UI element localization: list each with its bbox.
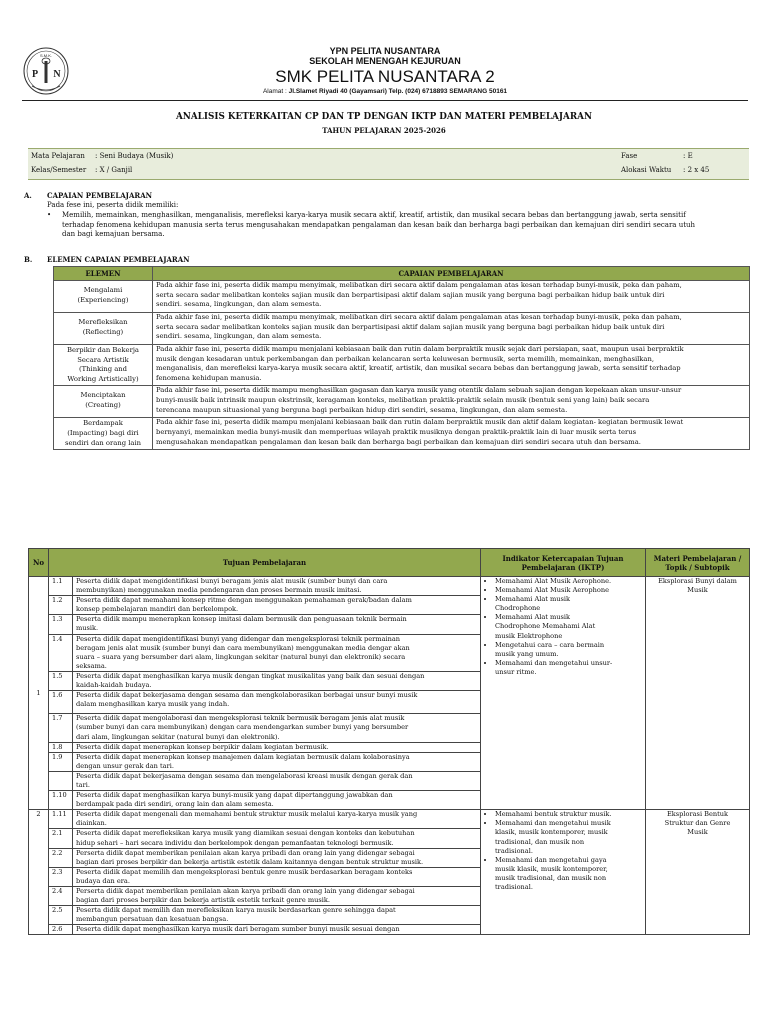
capaian-cell: Pada akhir fase ini, peserta didik mampu menyimak, melibatkan diri secara aktif dalam pengalaman atas kesan terhadap bunyi-musik, peka dan paham, serta secara sadar melibatkan konteks sajian musik dan berpartisipasi aktif dalam sajian musik yang berguna bagi perbaikan hidup baik untuk diri sendiri. sesama, lingkungan, dan alam semesta. — [153, 281, 750, 313]
list-item: • Memahami Alat Musik Aerophone. — [495, 577, 643, 586]
capaian-cell: Pada akhir fase ini, peserta didik mampu menghasilkan gagasan dan karya musik yang otentik dalam sebuah sajian dengan kepekaan akan unsur-unsur bunyi-musik baik intrinsik maupun ekstrinsik, keragaman konteks, melibatkan praktik-praktik selain musik (bentuk seni yang lain) baik secara terencana maupun situasional yang berguna bagi perbaikan hidup diri sendiri, sesama, lingkungan, dan alam semesta. — [153, 386, 750, 418]
subject-label: Mata Pelajaran — [31, 152, 85, 160]
letterhead — [190, 46, 580, 96]
class-value: : X / Ganjil — [95, 166, 133, 174]
table-row — [54, 418, 750, 450]
section-a-intro: Pada fese ini, peserta didik memiliki: — [47, 201, 179, 209]
sub-number: 1.3 — [49, 615, 73, 634]
section-b-heading: ELEMEN CAPAIAN PEMBELAJARAN — [47, 255, 190, 264]
sub-number: 1.5 — [49, 671, 73, 690]
table-row — [29, 577, 750, 596]
sub-number — [49, 771, 73, 790]
section-a-bullet-text: Memilih, memainkan, menghasilkan, menganalisis, merefleksi karya-karya musik secara aktif, kreatif, artistik, dan musikal secara bebas dan bertanggung jawab, serta sensitif terhadap fenomena kehidupan manusia serta terus mengusahakan mendapatkan pengalaman dan kesan baik dan berharga bagi perbaikan dan kemajuan diri sendiri secara utuh dan bagi kemajuan bersama. — [62, 211, 696, 239]
phase-value: : E — [683, 152, 693, 160]
tp-text: Peserta didik dapat menghasilkan karya musik dari beragam sumber bunyi musik sesuai dengan — [73, 925, 481, 935]
time-allocation-label: Alokasi Waktu — [621, 166, 672, 174]
tp-text: Peserta didik dapat mengenali dan memahami bentuk struktur musik melalui karya-karya musik yang diainkan. — [73, 810, 481, 829]
tp-text: Peserta didik mampu menerapkan konsep imitasi dalam bermusik dan penguasaan teknik bermain musik. — [73, 615, 481, 634]
elemen-cell: Berdampak (Impacting) bagi diri sendiri dan orang lain — [54, 418, 153, 450]
tp-text: Peserta didik dapat menghasilkan karya bunyi-musik yang dapat dipertanggung jawabkan dan berdampak pada diri sendiri, orang lain dan alam semesta. — [73, 791, 481, 810]
sub-number: 1.9 — [49, 752, 73, 771]
tp-text: Peserta didik dapat mengidentifikasi bunyi beragam jenis alat musik (sumber bunyi dan cara membunyikan) menggunakan media pendengaran dan proses bermain musik imitasi. — [73, 577, 481, 596]
sub-number: 2.5 — [49, 906, 73, 925]
capaian-cell: Pada akhir fase ini, peserta didik mampu menyimak, melibatkan diri secara aktif dalam pengalaman atas kesan terhadap bunyi-musik, peka dan paham, serta secara sadar melibatkan konteks sajian musik dan berpartisipasi aktif dalam sajian musik yang berguna bagi perbaikan hidup baik untuk diri sendiri. sesama, lingkungan, dan alam semesta. — [153, 313, 750, 345]
capaian-cell: Pada akhir fase ini, peserta didik mampu menjalani kebiasaan baik dan rutin dalam berpraktik musik dan aktif dalam kegiatan- kegiatan bermusik lewat bernyanyi, memainkan media bunyi-musik dan memperluas wilayah praktik musiknya dengan praktik-praktik lain di luar musik serta terus mengusahakan mendapatkan pengalaman dan kesan baik dan berharga bagi perbaikan dan kemajuan diri sendiri secara utuh dan bersama. — [153, 418, 750, 450]
sub-number: 2.4 — [49, 887, 73, 906]
list-item: • Memahami Alat musik Chodrophone — [495, 595, 643, 613]
tp-table-header — [29, 549, 750, 577]
section-b-letter: B. — [24, 255, 33, 264]
iktp-cell — [481, 810, 646, 935]
sub-number: 1.1 — [49, 577, 73, 596]
table-row — [54, 386, 750, 418]
col-tujuan: Tujuan Pembelajaran — [49, 549, 481, 577]
list-item: • Memahami bentuk struktur musik. — [495, 810, 643, 819]
letterhead-divider — [22, 100, 748, 101]
tp-text: Perserta didik dapat memberikan penilaian akan karya pribadi dan orang lain yang didengar sebagai bagian dari proses berpikir dan bekerja artistik estetik terkait genre musik. — [73, 887, 481, 906]
tp-text: Peserta didik dapat merefleksikan karya musik yang diamikan sesuai dengan konteks dan kebutuhan hidup sehari – hari secara individu dan berkelompok dengan pemanfaatan teknologi bermusik. — [73, 829, 481, 848]
col-no: No — [29, 549, 49, 577]
svg-text:S.M.K.: S.M.K. — [39, 53, 53, 58]
list-item: • Memahami Alat Musik Aerophone — [495, 586, 643, 595]
svg-text:N: N — [53, 69, 61, 80]
school-address: Alamat : Jl.Slamet Riyadi 40 (Gayamsari) Telp. (024) 6718893 SEMARANG 50161 — [262, 88, 508, 95]
time-allocation-value: : 2 x 45 — [683, 166, 710, 174]
sub-number: 1.6 — [49, 691, 73, 714]
list-item: • Memahami Alat musik Chodrophone Memahami Alat musik Elektrophone — [495, 613, 643, 640]
sub-number: 2.3 — [49, 867, 73, 886]
elemen-table — [53, 266, 750, 450]
tp-text: Peserta didik dapat memahami konsep ritme dengan menggunakan pemahaman gerak/badan dalam konsep pembelajaran mandiri dan berkelompok. — [73, 596, 481, 615]
list-item: • Memahami dan mengetahui gaya musik klasik, musik kontemporer, musik tradisional, dan musik non tradisional. — [495, 856, 643, 892]
sub-number: 1.7 — [49, 714, 73, 742]
tp-text: Peserta didik dapat memilih dan mengeksplorasi bentuk genre musik berdasarkan beragam konteks budaya dan era. — [73, 867, 481, 886]
row-number: 2 — [29, 810, 49, 935]
table-row — [54, 313, 750, 345]
elemen-cell: Mengalami (Experiencing) — [54, 281, 153, 313]
sub-number: 2.1 — [49, 829, 73, 848]
tp-text: Peserta didik dapat menghasilkan karya musik dengan tingkat musikalitas yang baik dan sesuai dengan kaidah-kaidah budaya. — [73, 671, 481, 690]
school-name: SMK PELITA NUSANTARA 2 — [275, 67, 495, 86]
class-label: Kelas/Semester — [31, 166, 87, 174]
sub-number: 1.8 — [49, 742, 73, 752]
materi-cell: Eksplorasi Bentuk Struktur dan Genre Musik — [646, 810, 750, 935]
iktp-cell — [481, 577, 646, 810]
row-number: 1 — [29, 577, 49, 810]
svg-text:P: P — [31, 69, 39, 80]
bullet-dot: • — [47, 211, 52, 219]
capaian-cell: Pada akhir fase ini, peserta didik mampu menjalani kebiasaan baik dan rutin dalam berpraktik musik sejak dari persiapan, saat, maupun usai berpraktik musik dengan kesadaran untuk perkembangan dan perbaikan kelancaran serta keluwesan bermusik, serta memilih, memainkan, menghasilkan, menganalisis, dan merefleksi karya-karya musik secara aktif, kreatif, artistik, dan musikal secara bebas dan bertanggung jawab, serta sensitif terhadap fenomena kehidupan manusia. — [153, 345, 750, 386]
sub-number: 1.11 — [49, 810, 73, 829]
subject-value: : Seni Budaya (Musik) — [95, 152, 174, 160]
table-row — [29, 810, 750, 829]
elemen-cell: Berpikir dan Bekerja Secara Artistik (Thinking and Working Artistically) — [54, 345, 153, 386]
tp-text: Peserta didik dapat mengidentifikasi bunyi yang didengar dan mengeksplorasi teknik permainan beragam jenis alat musik (sumber bunyi dan cara membunyikan) menggunakan media dengar akan suara – suara yang bersumber dari alam, lingkungan sekitar (natural bunyi dan elektronik) secara seksama. — [73, 634, 481, 671]
col-elemen: ELEMEN — [54, 267, 153, 281]
section-a-heading: CAPAIAN PEMBELAJARAN — [47, 191, 153, 200]
sub-number: 2.2 — [49, 848, 73, 867]
table-row — [54, 345, 750, 386]
tp-text: Peserta didik dapat menerapkan konsep berpikir dalam kegiatan bermusik. — [73, 742, 481, 752]
sub-number: 1.10 — [49, 791, 73, 810]
school-logo — [22, 44, 70, 96]
school-type: SEKOLAH MENENGAH KEJURUAN — [309, 56, 461, 66]
tp-text: Peserta didik dapat menerapkan konsep manajemen dalam kegiatan bermusik dalam kolaborasinya dengan unsur gerak dan tari. — [73, 752, 481, 771]
col-materi: Materi Pembelajaran / Topik / Subtopik — [646, 549, 750, 577]
academic-year: TAHUN PELAJARAN 2025-2026 — [322, 126, 446, 135]
foundation-name: YPN PELITA NUSANTARA — [329, 46, 441, 56]
phase-label: Fase — [621, 152, 638, 160]
course-info-band — [28, 148, 749, 180]
elemen-table-header — [54, 267, 750, 281]
tp-text: Peserta didik dapat bekerjasama dengan sesama dan mengkolaborasikan berbagai unsur bunyi musik dalam menghasilkan karya musik yang indah. — [73, 691, 481, 714]
sub-number: 2.6 — [49, 925, 73, 935]
tp-text: Peserta didik dapat bekerjasama dengan sesama dan mengelaborasi kreasi musik dengan gerak dan tari. — [73, 771, 481, 790]
col-capaian: CAPAIAN PEMBELAJARAN — [153, 267, 750, 281]
iktp-list — [483, 810, 643, 892]
elemen-cell: Merefleksikan (Reflecting) — [54, 313, 153, 345]
list-item: • Mengetahui cara – cara bermain musik yang umum. — [495, 641, 643, 659]
sub-number: 1.4 — [49, 634, 73, 671]
tujuan-pembelajaran-table — [28, 548, 750, 935]
list-item: • Memahami dan mengetahui musik klasik, musik kontemporer, musik tradisional, dan musik non tradisional. — [495, 819, 643, 855]
iktp-list — [483, 577, 643, 677]
elemen-cell: Menciptakan (Creating) — [54, 386, 153, 418]
tp-text: Peserta didik dapat mengolaborasi dan mengeksplorasi teknik bermusik beragam jenis alat musik (sumber bunyi dan cara membunyikan) dengan cara mendengarkan sumber bunyi yang bersumber dari alam, lingkungan sekitar (natural bunyi dan elektronik). — [73, 714, 481, 742]
sub-number: 1.2 — [49, 596, 73, 615]
tp-text: Perserta didik dapat memberikan penilaian akan karya pribadi dan orang lain yang didengar sebagai bagian dari proses berpikir dan bekerja artistik estetik dalam kaitannya dengan bentuk struktur musik. — [73, 848, 481, 867]
list-item: • Memahami dan mengetahui unsur- unsur ritme. — [495, 659, 643, 677]
materi-cell: Eksplorasi Bunyi dalam Musik — [646, 577, 750, 810]
table-row — [54, 281, 750, 313]
document-title: ANALISIS KETERKAITAN CP DAN TP DENGAN IKTP DAN MATERI PEMBELAJARAN — [175, 112, 593, 122]
section-a-letter: A. — [24, 191, 32, 200]
tp-text: Peserta didik dapat memilih dan merefleksikan karya musik berdasarkan genre sehingga dapat membangun persatuan dan kesatuan bangsa. — [73, 906, 481, 925]
col-iktp: Indikator Ketercapaian Tujuan Pembelajaran (IKTP) — [481, 549, 646, 577]
